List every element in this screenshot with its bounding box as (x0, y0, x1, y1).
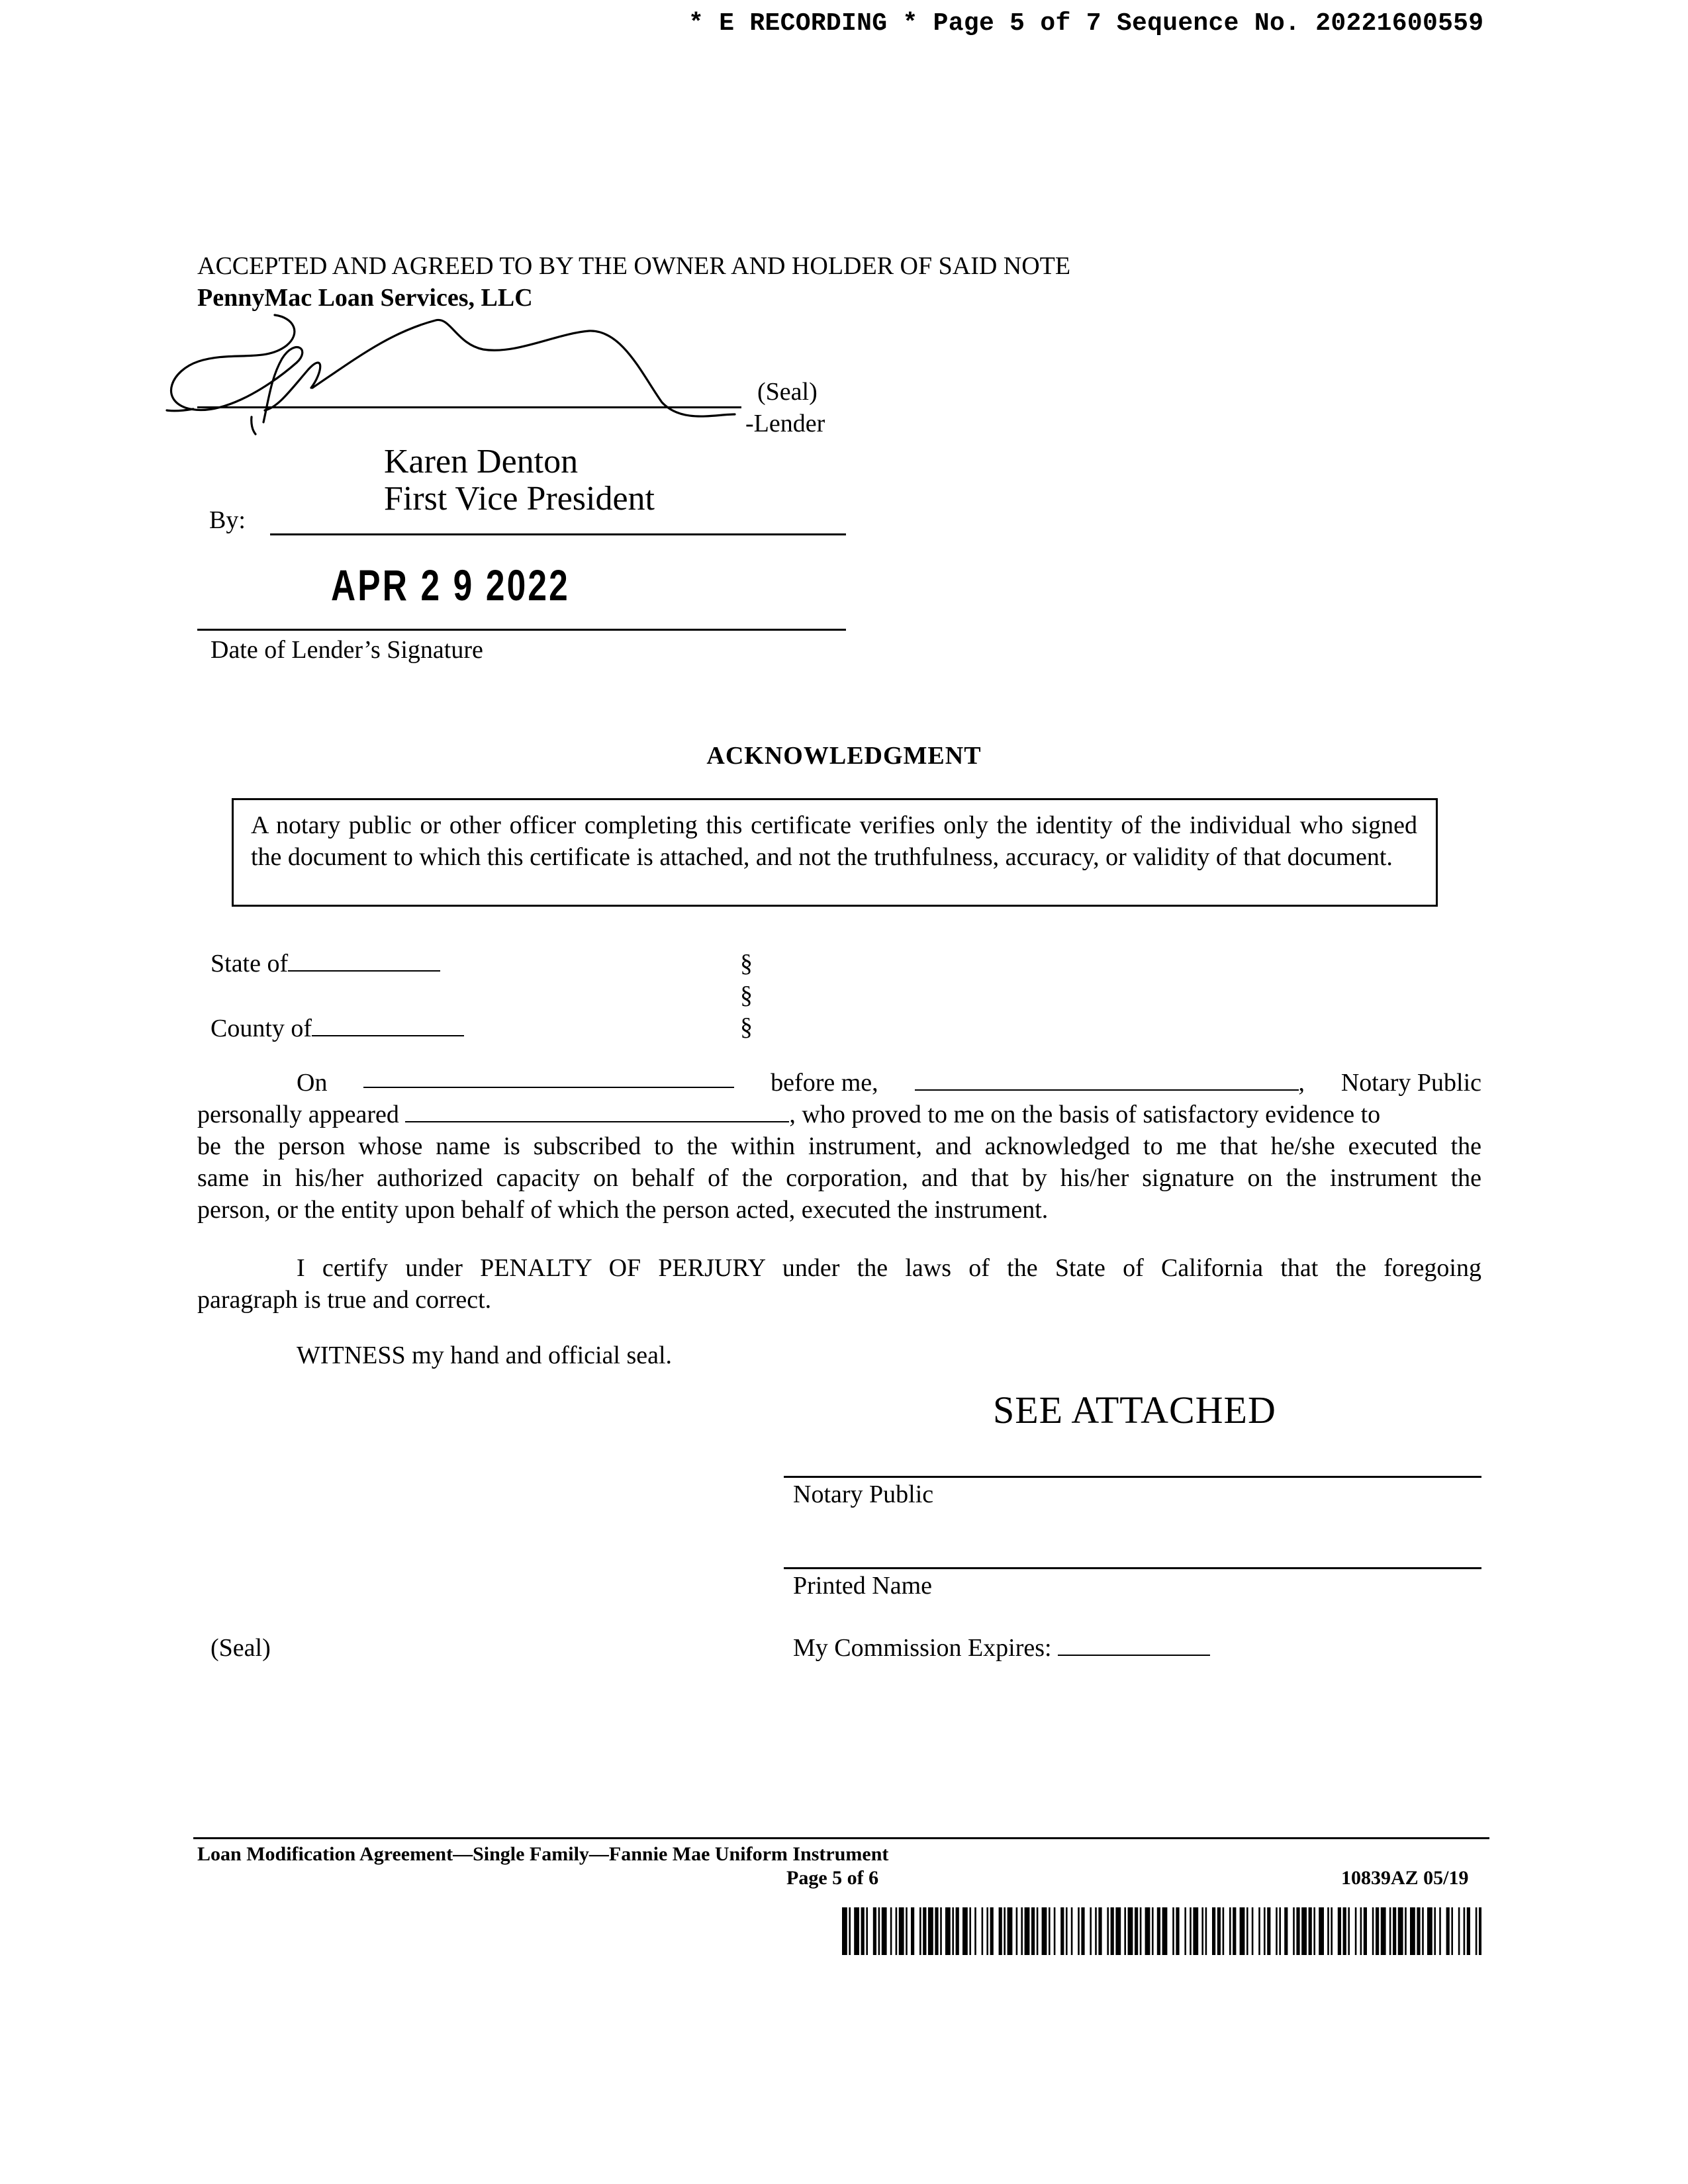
barcode-bar (928, 1907, 933, 1955)
barcode-bar (1081, 1907, 1084, 1955)
barcode-bar (1071, 1907, 1073, 1955)
barcode-bar (1111, 1907, 1114, 1955)
barcode-bar (1343, 1907, 1346, 1955)
barcode-bar (1217, 1907, 1221, 1955)
appeared-name-blank (405, 1101, 789, 1122)
footer-page-number: Page 5 of 6 (786, 1867, 879, 1889)
lender-signature (159, 311, 755, 437)
barcode-bar (919, 1907, 921, 1955)
barcode-bar (866, 1907, 868, 1955)
barcode-bar (1095, 1907, 1097, 1955)
barcode-bar (1223, 1907, 1225, 1955)
section-symbol-1: § (740, 950, 753, 978)
barcode-bar (935, 1907, 938, 1955)
barcode-bar (1016, 1907, 1018, 1955)
barcode-bar (1205, 1907, 1207, 1955)
footer-barcode (842, 1907, 1483, 1955)
barcode-bar (1479, 1907, 1481, 1955)
signer-title: First Vice President (384, 480, 655, 518)
barcode-bar (1025, 1907, 1030, 1955)
barcode-bar (1293, 1907, 1295, 1955)
lender-company-name: PennyMac Loan Services, LLC (197, 284, 533, 312)
lender-signature-line (197, 406, 741, 408)
barcode-bar (1279, 1907, 1281, 1955)
barcode-bar (1313, 1907, 1315, 1955)
body-line-3: same in his/her authorized capacity on behalf of the corporation, and that by his/her signature on the instrument the (197, 1164, 1481, 1192)
barcode-bar (999, 1907, 1002, 1955)
county-of-label: County of (211, 1015, 312, 1042)
barcode-bar (1090, 1907, 1092, 1955)
barcode-bar (861, 1907, 865, 1955)
barcode-bar (1417, 1907, 1420, 1955)
barcode-bar (974, 1907, 976, 1955)
barcode-bar (1405, 1907, 1407, 1955)
barcode-bar (945, 1907, 951, 1955)
barcode-bar (1162, 1907, 1168, 1955)
barcode-bar (952, 1907, 954, 1955)
barcode-bar (1190, 1907, 1192, 1955)
barcode-bar (1115, 1907, 1121, 1955)
barcode-bar (1140, 1907, 1142, 1955)
barcode-bar (1331, 1907, 1333, 1955)
acknowledgment-title: ACKNOWLEDGMENT (706, 742, 982, 770)
barcode-bar (1049, 1907, 1051, 1955)
date-stamp: APR 2 9 2022 (331, 561, 570, 610)
barcode-bar (1389, 1907, 1391, 1955)
see-attached-stamp: SEE ATTACHED (993, 1388, 1276, 1432)
barcode-bar (1135, 1907, 1138, 1955)
body-line-4: person, or the entity upon behalf of which the person acted, executed the instrument. (197, 1196, 1049, 1224)
barcode-bar (899, 1907, 904, 1955)
county-of-field (211, 1013, 464, 1044)
date-line (197, 629, 846, 631)
barcode-bar (906, 1907, 908, 1955)
barcode-bar (1176, 1907, 1179, 1955)
signer-name: Karen Denton (384, 443, 579, 480)
state-blank (288, 950, 440, 972)
barcode-bar (1240, 1907, 1245, 1955)
barcode-bar (1296, 1907, 1299, 1955)
barcode-bar (1309, 1907, 1312, 1955)
barcode-bar (1037, 1907, 1039, 1955)
barcode-bar (1124, 1907, 1126, 1955)
county-blank (312, 1015, 464, 1036)
barcode-bar (1172, 1907, 1174, 1955)
by-signature-line (270, 533, 846, 535)
barcode-bar (1338, 1907, 1341, 1955)
barcode-bar (1458, 1907, 1460, 1955)
barcode-bar (1376, 1907, 1379, 1955)
barcode-bar (1193, 1907, 1198, 1955)
barcode-bar (1355, 1907, 1357, 1955)
printed-name-line (784, 1567, 1481, 1569)
personally-appeared-label: personally appeared (197, 1101, 399, 1128)
footer-form-code: 10839AZ 05/19 (1341, 1867, 1469, 1889)
barcode-bar (1264, 1907, 1266, 1955)
barcode-bar (873, 1907, 876, 1955)
barcode-bar (982, 1907, 984, 1955)
witness-line: WITNESS my hand and official seal. (297, 1342, 673, 1369)
barcode-bar (1078, 1907, 1080, 1955)
notary-seal-label: (Seal) (211, 1634, 271, 1662)
barcode-bar (1434, 1907, 1436, 1955)
who-proved-text: , who proved to me on the basis of satisfactory evidence to (789, 1101, 1381, 1128)
barcode-bar (890, 1907, 892, 1955)
notary-public-inline: Notary Public (1340, 1069, 1481, 1097)
barcode-bar (986, 1907, 988, 1955)
barcode-bar (1464, 1907, 1466, 1955)
section-symbol-3: § (740, 1013, 753, 1041)
barcode-bar (1054, 1907, 1056, 1955)
body-line-2: be the person whose name is subscribed to the within instrument, and acknowledged to me that he/she executed the (197, 1132, 1481, 1160)
barcode-bar (911, 1907, 914, 1955)
barcode-bar (956, 1907, 959, 1955)
before-me-label: before me, (771, 1069, 878, 1097)
personally-appeared-line (197, 1099, 1481, 1130)
barcode-bar (969, 1907, 971, 1955)
barcode-bar (1398, 1907, 1403, 1955)
barcode-bar (1410, 1907, 1415, 1955)
section-symbol-2: § (740, 981, 753, 1009)
commission-expires-label: My Commission Expires: (793, 1634, 1052, 1662)
state-of-field (211, 948, 440, 979)
barcode-bar (1060, 1907, 1064, 1955)
barcode-bar (1327, 1907, 1329, 1955)
date-of-signature-label: Date of Lender’s Signature (211, 636, 483, 664)
footer-rule (193, 1837, 1489, 1839)
barcode-bar (1276, 1907, 1278, 1955)
barcode-bar (1348, 1907, 1350, 1955)
barcode-bar (1284, 1907, 1288, 1955)
barcode-bar (854, 1907, 859, 1955)
barcode-bar (1252, 1907, 1254, 1955)
barcode-bar (962, 1907, 968, 1955)
accepted-agreed-line: ACCEPTED AND AGREED TO BY THE OWNER AND HOLDER OF SAID NOTE (197, 252, 1071, 280)
barcode-bar (1393, 1907, 1396, 1955)
barcode-bar (1145, 1907, 1150, 1955)
barcode-bar (1152, 1907, 1154, 1955)
recording-header: * E RECORDING * Page 5 of 7 Sequence No. 20221600559 (688, 9, 1484, 38)
barcode-bar (1107, 1907, 1109, 1955)
barcode-bar (1372, 1907, 1374, 1955)
barcode-bar (1201, 1907, 1203, 1955)
barcode-bar (1008, 1907, 1013, 1955)
barcode-bar (1246, 1907, 1248, 1955)
barcode-bar (1066, 1907, 1068, 1955)
barcode-bar (1184, 1907, 1186, 1955)
lender-label: -Lender (745, 410, 825, 437)
seal-label: (Seal) (757, 378, 818, 406)
barcode-bar (940, 1907, 942, 1955)
notary-public-label: Notary Public (793, 1480, 934, 1508)
barcode-bar (1427, 1907, 1432, 1955)
footer-form-title: Loan Modification Agreement—Single Family—Fannie Mae Uniform Instrument (197, 1843, 889, 1865)
barcode-bar (1157, 1907, 1160, 1955)
barcode-bar (1233, 1907, 1236, 1955)
notary-notice-box (232, 798, 1438, 907)
barcode-bar (1364, 1907, 1367, 1955)
barcode-bar (1229, 1907, 1231, 1955)
barcode-bar (1451, 1907, 1453, 1955)
barcode-bar (878, 1907, 880, 1955)
barcode-bar (1267, 1907, 1270, 1955)
by-label: By: (209, 506, 246, 534)
barcode-bar (896, 1907, 898, 1955)
barcode-bar (1439, 1907, 1441, 1955)
certify-line-2: paragraph is true and correct. (197, 1286, 492, 1314)
barcode-bar (1467, 1907, 1470, 1955)
printed-name-label: Printed Name (793, 1572, 933, 1600)
barcode-bar (1422, 1907, 1424, 1955)
barcode-bar (1446, 1907, 1450, 1955)
barcode-bar (1098, 1907, 1102, 1955)
commission-expires-blank (1058, 1635, 1210, 1656)
barcode-bar (1381, 1907, 1386, 1955)
on-date-blank (363, 1067, 734, 1088)
barcode-bar (1021, 1907, 1023, 1955)
commission-expires-field (793, 1632, 1210, 1664)
barcode-bar (1476, 1907, 1477, 1955)
notary-notice-text: A notary public or other officer completing this certificate verifies only the identity of the individual who signed the document to which this certificate is attached, and not the truthfulness, accuracy, or validity of that document. (251, 811, 1417, 871)
barcode-bar (1042, 1907, 1047, 1955)
certify-line-1: I certify under PENALTY OF PERJURY under the laws of the State of California that the foregoing (297, 1254, 1481, 1282)
barcode-bar (842, 1907, 847, 1955)
barcode-bar (1031, 1907, 1035, 1955)
barcode-bar (990, 1907, 994, 1955)
barcode-bar (1128, 1907, 1133, 1955)
state-of-label: State of (211, 950, 289, 978)
on-label: On (297, 1069, 328, 1097)
barcode-bar (1258, 1907, 1260, 1955)
barcode-bar (923, 1907, 926, 1955)
notary-name-blank (915, 1069, 1299, 1091)
barcode-bar (849, 1907, 851, 1955)
barcode-bar (1004, 1907, 1006, 1955)
barcode-bar (1319, 1907, 1324, 1955)
notary-signature-line (784, 1476, 1481, 1478)
barcode-bar (882, 1907, 887, 1955)
on-date-line: On before me, , Notary Public (297, 1067, 1481, 1099)
barcode-bar (1360, 1907, 1362, 1955)
barcode-bar (1301, 1907, 1307, 1955)
barcode-bar (1212, 1907, 1215, 1955)
